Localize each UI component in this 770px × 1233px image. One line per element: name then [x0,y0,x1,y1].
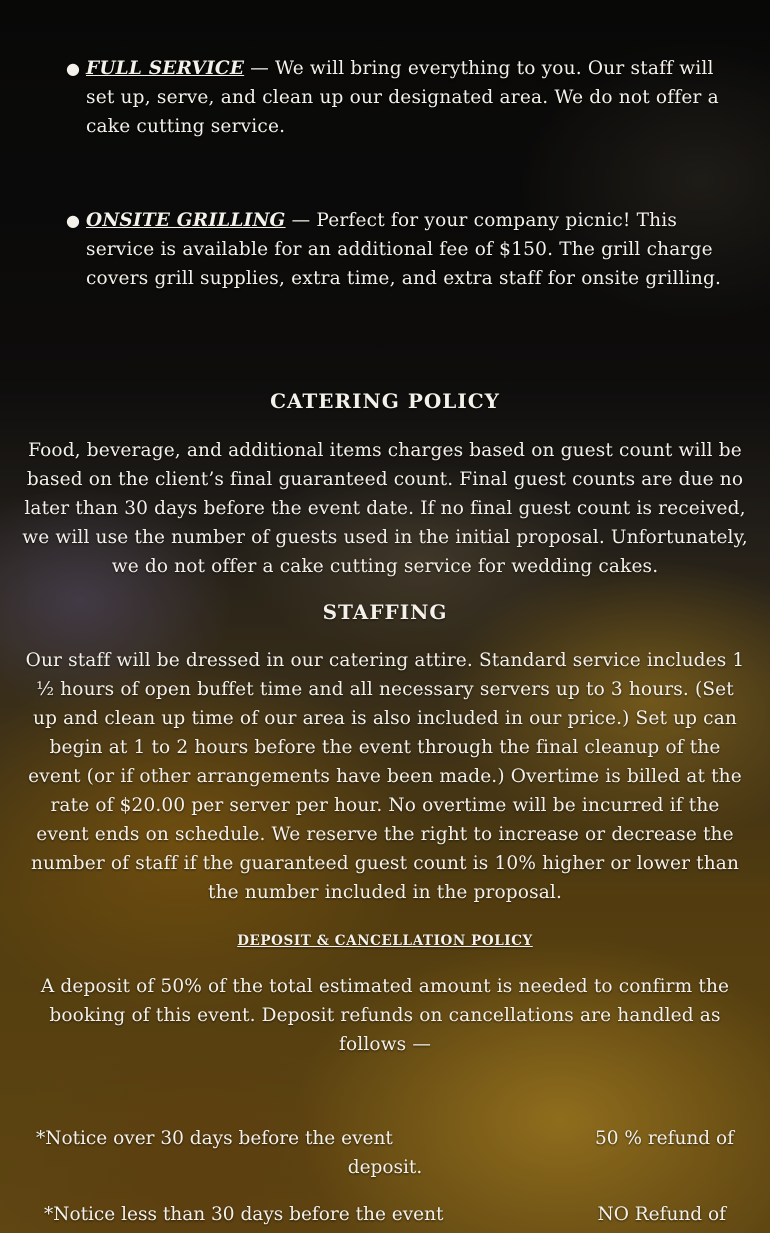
service-name: ONSITE GRILLING [86,210,286,231]
list-item-onsite-grilling [66,206,726,293]
service-name: FULL SERVICE [86,58,245,79]
deposit-policy-heading: DEPOSIT & CANCELLATION POLICY [237,933,533,949]
refund-amount-continued: deposit. [347,1157,423,1178]
refund-amount: 50 % refund of [594,1128,734,1149]
list-item-full-service [66,54,726,141]
bullet-icon: ● [66,211,81,230]
catering-policy-text: Food, beverage, and additional items charges based on guest count will be based on the client’s final guaranteed count. Final guest counts are due no later than 30 days before the event date. If no final guest count is received, we will use the number of guests used in the initial proposal. Unfortunately, we do not offer a cake cutting service for wedding cakes. [22,440,748,577]
notice-period: *Notice less than 30 days before the event [44,1204,444,1225]
service-description: — Perfect for your company picnic! This service is available for an additional fee of $150. The grill charge covers grill supplies, extra time, and extra staff for onsite grilling. [86,210,722,289]
service-description: — We will bring everything to you. Our staff will set up, serve, and clean up our designated area. We do not offer a cake cutting service. [86,58,719,137]
notice-period: *Notice over 30 days before the event [36,1128,393,1149]
deposit-policy-text: A deposit of 50% of the total estimated amount is needed to confirm the booking of this event. Deposit refunds on cancellations are handled as follows — [40,976,730,1055]
bullet-icon: ● [66,59,81,78]
refund-amount: NO Refund of [597,1204,726,1225]
staffing-heading: STAFFING [322,600,448,624]
catering-policy-heading: CATERING POLICY [270,389,500,413]
staffing-text: Our staff will be dressed in our catering attire. Standard service includes 1 ½ hours of open buffet time and all necessary servers up to 3 hours. (Set up and clean up time of our area is also included in our price.) Set up can begin at 1 to 2 hours before the event through the final cleanup of the event (or if other arrangements have been made.) Overtime is billed at the rate of $20.00 per server per hour. No overtime will be incurred if the event ends on schedule. We reserve the right to increase or decrease the number of staff if the guaranteed guest count is 10% higher or lower than the number included in the proposal. [25,650,745,903]
